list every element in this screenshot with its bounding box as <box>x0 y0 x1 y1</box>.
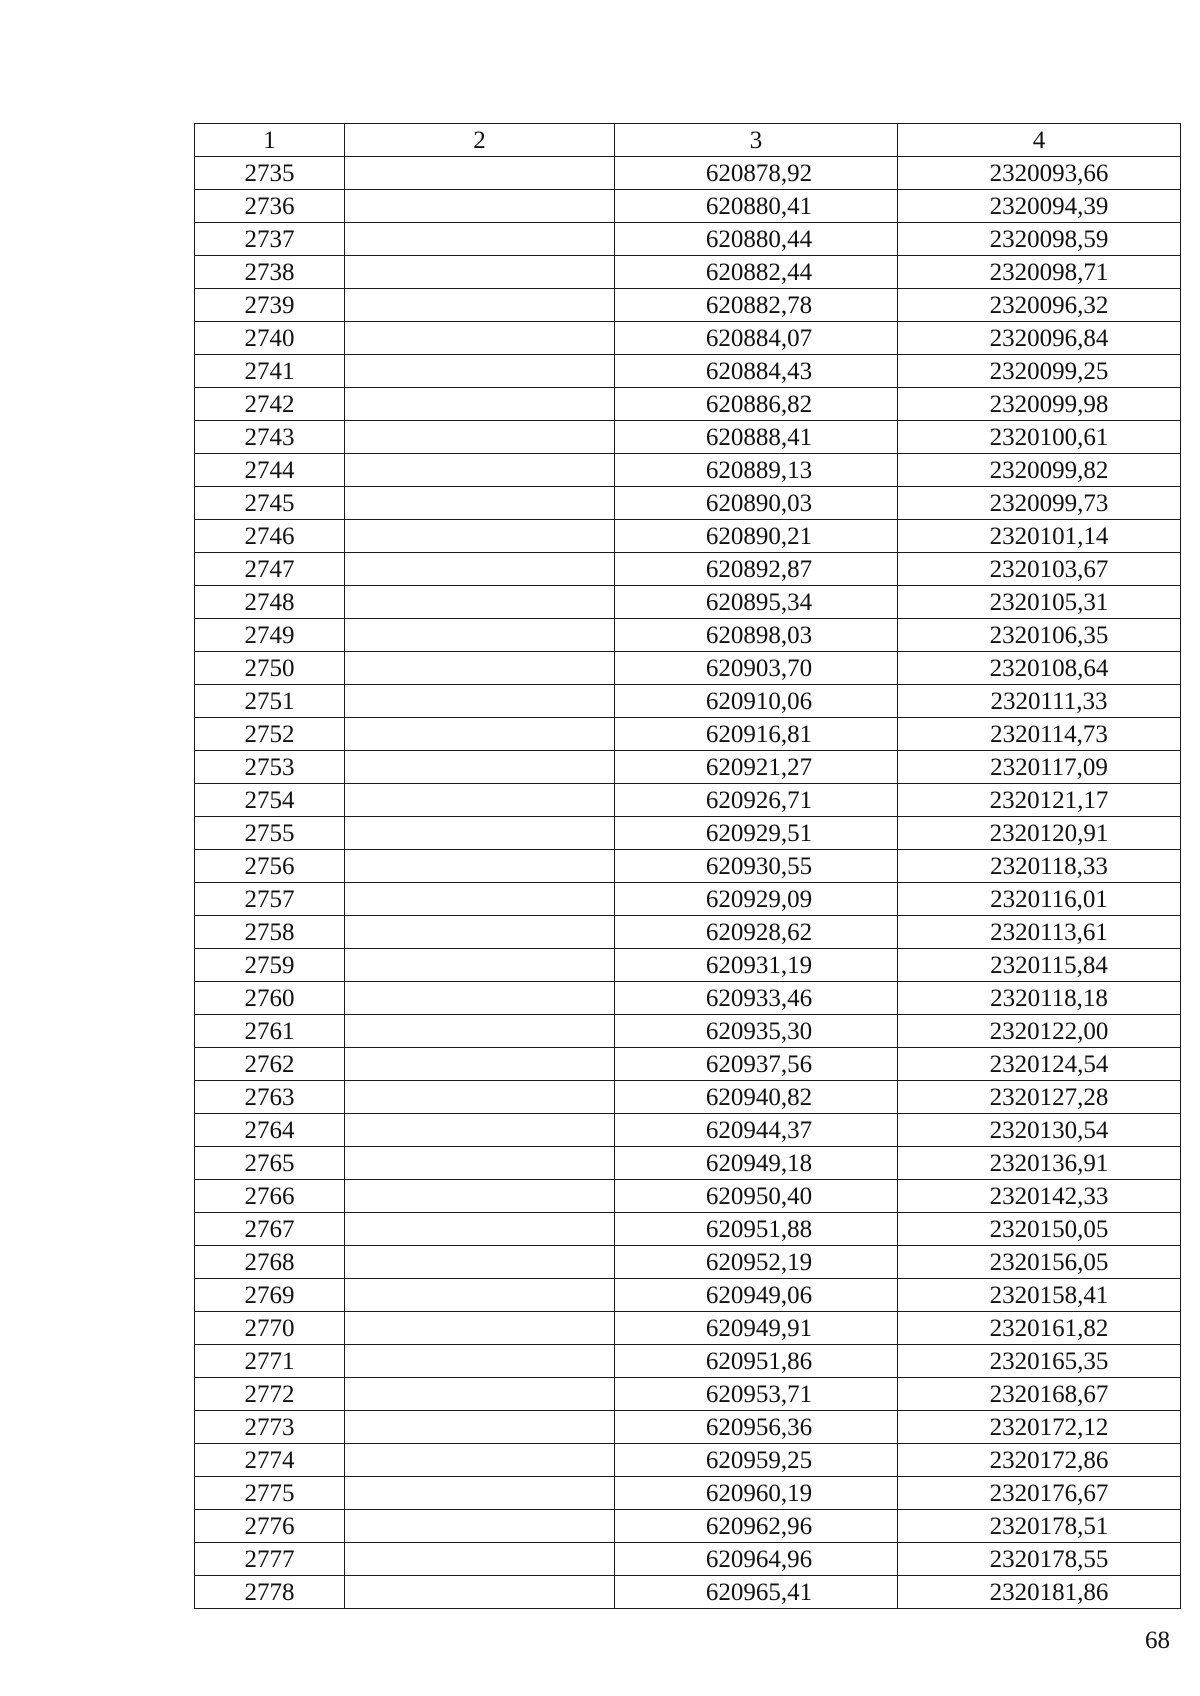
y-coordinate-cell: 2320111,33 <box>898 685 1181 718</box>
column-2-cell <box>345 1213 615 1246</box>
x-coordinate-cell: 620951,86 <box>615 1345 898 1378</box>
y-coordinate-cell: 2320118,33 <box>898 850 1181 883</box>
x-coordinate-cell: 620962,96 <box>615 1510 898 1543</box>
point-number-cell: 2774 <box>195 1444 345 1477</box>
point-number-cell: 2772 <box>195 1378 345 1411</box>
table-row <box>195 1576 1181 1609</box>
column-2-cell <box>345 454 615 487</box>
table-row <box>195 1213 1181 1246</box>
x-coordinate-cell: 620882,78 <box>615 289 898 322</box>
table-row <box>195 1378 1181 1411</box>
column-header-1: 1 <box>195 124 345 157</box>
point-number-cell: 2737 <box>195 223 345 256</box>
table-row <box>195 982 1181 1015</box>
x-coordinate-cell: 620882,44 <box>615 256 898 289</box>
column-2-cell <box>345 1114 615 1147</box>
y-coordinate-cell: 2320100,61 <box>898 421 1181 454</box>
point-number-cell: 2766 <box>195 1180 345 1213</box>
y-coordinate-cell: 2320150,05 <box>898 1213 1181 1246</box>
point-number-cell: 2740 <box>195 322 345 355</box>
column-2-cell <box>345 1312 615 1345</box>
y-coordinate-cell: 2320124,54 <box>898 1048 1181 1081</box>
y-coordinate-cell: 2320142,33 <box>898 1180 1181 1213</box>
point-number-cell: 2742 <box>195 388 345 421</box>
y-coordinate-cell: 2320099,25 <box>898 355 1181 388</box>
point-number-cell: 2769 <box>195 1279 345 1312</box>
column-2-cell <box>345 1279 615 1312</box>
table-row <box>195 619 1181 652</box>
column-2-cell <box>345 916 615 949</box>
column-2-cell <box>345 817 615 850</box>
table-row <box>195 1477 1181 1510</box>
point-number-cell: 2777 <box>195 1543 345 1576</box>
column-2-cell <box>345 1477 615 1510</box>
table-row <box>195 1510 1181 1543</box>
column-2-cell <box>345 1147 615 1180</box>
y-coordinate-cell: 2320156,05 <box>898 1246 1181 1279</box>
point-number-cell: 2735 <box>195 157 345 190</box>
table-row <box>195 1543 1181 1576</box>
column-2-cell <box>345 1444 615 1477</box>
point-number-cell: 2753 <box>195 751 345 784</box>
table-row <box>195 487 1181 520</box>
y-coordinate-cell: 2320115,84 <box>898 949 1181 982</box>
point-number-cell: 2760 <box>195 982 345 1015</box>
column-2-cell <box>345 619 615 652</box>
column-2-cell <box>345 190 615 223</box>
y-coordinate-cell: 2320099,98 <box>898 388 1181 421</box>
x-coordinate-cell: 620888,41 <box>615 421 898 454</box>
x-coordinate-cell: 620929,51 <box>615 817 898 850</box>
y-coordinate-cell: 2320103,67 <box>898 553 1181 586</box>
y-coordinate-cell: 2320099,82 <box>898 454 1181 487</box>
x-coordinate-cell: 620884,43 <box>615 355 898 388</box>
column-2-cell <box>345 883 615 916</box>
point-number-cell: 2759 <box>195 949 345 982</box>
y-coordinate-cell: 2320098,59 <box>898 223 1181 256</box>
table-row <box>195 520 1181 553</box>
x-coordinate-cell: 620949,18 <box>615 1147 898 1180</box>
y-coordinate-cell: 2320096,32 <box>898 289 1181 322</box>
point-number-cell: 2775 <box>195 1477 345 1510</box>
x-coordinate-cell: 620926,71 <box>615 784 898 817</box>
x-coordinate-cell: 620935,30 <box>615 1015 898 1048</box>
y-coordinate-cell: 2320117,09 <box>898 751 1181 784</box>
column-2-cell <box>345 520 615 553</box>
x-coordinate-cell: 620965,41 <box>615 1576 898 1609</box>
column-2-cell <box>345 586 615 619</box>
column-2-cell <box>345 355 615 388</box>
y-coordinate-cell: 2320096,84 <box>898 322 1181 355</box>
x-coordinate-cell: 620890,03 <box>615 487 898 520</box>
coordinates-table <box>194 123 1181 1609</box>
column-2-cell <box>345 553 615 586</box>
x-coordinate-cell: 620886,82 <box>615 388 898 421</box>
y-coordinate-cell: 2320127,28 <box>898 1081 1181 1114</box>
point-number-cell: 2761 <box>195 1015 345 1048</box>
table-row <box>195 718 1181 751</box>
table-row <box>195 1279 1181 1312</box>
table-row <box>195 355 1181 388</box>
column-2-cell <box>345 1246 615 1279</box>
column-2-cell <box>345 388 615 421</box>
column-2-cell <box>345 157 615 190</box>
x-coordinate-cell: 620892,87 <box>615 553 898 586</box>
point-number-cell: 2745 <box>195 487 345 520</box>
column-2-cell <box>345 1180 615 1213</box>
y-coordinate-cell: 2320178,51 <box>898 1510 1181 1543</box>
table-row <box>195 1444 1181 1477</box>
y-coordinate-cell: 2320158,41 <box>898 1279 1181 1312</box>
column-2-cell <box>345 1543 615 1576</box>
y-coordinate-cell: 2320172,86 <box>898 1444 1181 1477</box>
point-number-cell: 2767 <box>195 1213 345 1246</box>
table-row <box>195 1081 1181 1114</box>
point-number-cell: 2736 <box>195 190 345 223</box>
column-2-cell <box>345 1411 615 1444</box>
y-coordinate-cell: 2320116,01 <box>898 883 1181 916</box>
y-coordinate-cell: 2320099,73 <box>898 487 1181 520</box>
point-number-cell: 2755 <box>195 817 345 850</box>
y-coordinate-cell: 2320101,14 <box>898 520 1181 553</box>
x-coordinate-cell: 620921,27 <box>615 751 898 784</box>
table-row <box>195 190 1181 223</box>
column-2-cell <box>345 751 615 784</box>
table-row <box>195 850 1181 883</box>
table-row <box>195 586 1181 619</box>
column-2-cell <box>345 949 615 982</box>
x-coordinate-cell: 620916,81 <box>615 718 898 751</box>
table-body <box>195 157 1181 1609</box>
x-coordinate-cell: 620949,91 <box>615 1312 898 1345</box>
table-row <box>195 883 1181 916</box>
y-coordinate-cell: 2320165,35 <box>898 1345 1181 1378</box>
y-coordinate-cell: 2320178,55 <box>898 1543 1181 1576</box>
point-number-cell: 2746 <box>195 520 345 553</box>
point-number-cell: 2771 <box>195 1345 345 1378</box>
table-header <box>195 124 1181 157</box>
point-number-cell: 2765 <box>195 1147 345 1180</box>
column-2-cell <box>345 652 615 685</box>
table-row <box>195 1345 1181 1378</box>
table-row <box>195 256 1181 289</box>
column-2-cell <box>345 223 615 256</box>
table-row <box>195 1180 1181 1213</box>
point-number-cell: 2748 <box>195 586 345 619</box>
column-header-2: 2 <box>345 124 615 157</box>
point-number-cell: 2757 <box>195 883 345 916</box>
column-2-cell <box>345 421 615 454</box>
y-coordinate-cell: 2320172,12 <box>898 1411 1181 1444</box>
point-number-cell: 2741 <box>195 355 345 388</box>
y-coordinate-cell: 2320093,66 <box>898 157 1181 190</box>
y-coordinate-cell: 2320176,67 <box>898 1477 1181 1510</box>
x-coordinate-cell: 620898,03 <box>615 619 898 652</box>
table-row <box>195 817 1181 850</box>
table-row <box>195 1048 1181 1081</box>
column-2-cell <box>345 1378 615 1411</box>
point-number-cell: 2763 <box>195 1081 345 1114</box>
y-coordinate-cell: 2320106,35 <box>898 619 1181 652</box>
point-number-cell: 2768 <box>195 1246 345 1279</box>
x-coordinate-cell: 620940,82 <box>615 1081 898 1114</box>
table-row <box>195 1015 1181 1048</box>
table-row <box>195 223 1181 256</box>
column-2-cell <box>345 1048 615 1081</box>
point-number-cell: 2749 <box>195 619 345 652</box>
column-2-cell <box>345 1345 615 1378</box>
table-row <box>195 1147 1181 1180</box>
x-coordinate-cell: 620884,07 <box>615 322 898 355</box>
y-coordinate-cell: 2320114,73 <box>898 718 1181 751</box>
column-2-cell <box>345 784 615 817</box>
column-2-cell <box>345 289 615 322</box>
column-2-cell <box>345 982 615 1015</box>
x-coordinate-cell: 620903,70 <box>615 652 898 685</box>
table-row <box>195 751 1181 784</box>
x-coordinate-cell: 620890,21 <box>615 520 898 553</box>
table-row <box>195 454 1181 487</box>
x-coordinate-cell: 620929,09 <box>615 883 898 916</box>
column-2-cell <box>345 685 615 718</box>
table-row <box>195 289 1181 322</box>
point-number-cell: 2752 <box>195 718 345 751</box>
page-number: 68 <box>1145 1627 1170 1654</box>
point-number-cell: 2750 <box>195 652 345 685</box>
point-number-cell: 2758 <box>195 916 345 949</box>
y-coordinate-cell: 2320105,31 <box>898 586 1181 619</box>
x-coordinate-cell: 620944,37 <box>615 1114 898 1147</box>
column-2-cell <box>345 487 615 520</box>
y-coordinate-cell: 2320130,54 <box>898 1114 1181 1147</box>
x-coordinate-cell: 620880,41 <box>615 190 898 223</box>
point-number-cell: 2762 <box>195 1048 345 1081</box>
table-row <box>195 553 1181 586</box>
y-coordinate-cell: 2320181,86 <box>898 1576 1181 1609</box>
x-coordinate-cell: 620956,36 <box>615 1411 898 1444</box>
table-row <box>195 1411 1181 1444</box>
x-coordinate-cell: 620928,62 <box>615 916 898 949</box>
column-2-cell <box>345 1576 615 1609</box>
point-number-cell: 2744 <box>195 454 345 487</box>
table-row <box>195 322 1181 355</box>
y-coordinate-cell: 2320108,64 <box>898 652 1181 685</box>
x-coordinate-cell: 620960,19 <box>615 1477 898 1510</box>
point-number-cell: 2754 <box>195 784 345 817</box>
x-coordinate-cell: 620951,88 <box>615 1213 898 1246</box>
point-number-cell: 2764 <box>195 1114 345 1147</box>
x-coordinate-cell: 620953,71 <box>615 1378 898 1411</box>
table-row <box>195 1246 1181 1279</box>
x-coordinate-cell: 620895,34 <box>615 586 898 619</box>
y-coordinate-cell: 2320136,91 <box>898 1147 1181 1180</box>
y-coordinate-cell: 2320168,67 <box>898 1378 1181 1411</box>
x-coordinate-cell: 620952,19 <box>615 1246 898 1279</box>
y-coordinate-cell: 2320122,00 <box>898 1015 1181 1048</box>
table-row <box>195 157 1181 190</box>
x-coordinate-cell: 620950,40 <box>615 1180 898 1213</box>
x-coordinate-cell: 620959,25 <box>615 1444 898 1477</box>
table-row <box>195 1114 1181 1147</box>
point-number-cell: 2751 <box>195 685 345 718</box>
table-row <box>195 685 1181 718</box>
point-number-cell: 2739 <box>195 289 345 322</box>
column-2-cell <box>345 256 615 289</box>
x-coordinate-cell: 620880,44 <box>615 223 898 256</box>
x-coordinate-cell: 620889,13 <box>615 454 898 487</box>
point-number-cell: 2776 <box>195 1510 345 1543</box>
y-coordinate-cell: 2320121,17 <box>898 784 1181 817</box>
y-coordinate-cell: 2320161,82 <box>898 1312 1181 1345</box>
table-row <box>195 652 1181 685</box>
column-2-cell <box>345 1015 615 1048</box>
column-2-cell <box>345 718 615 751</box>
point-number-cell: 2756 <box>195 850 345 883</box>
x-coordinate-cell: 620878,92 <box>615 157 898 190</box>
x-coordinate-cell: 620931,19 <box>615 949 898 982</box>
x-coordinate-cell: 620937,56 <box>615 1048 898 1081</box>
table-row <box>195 916 1181 949</box>
point-number-cell: 2778 <box>195 1576 345 1609</box>
table-row <box>195 1312 1181 1345</box>
column-2-cell <box>345 1510 615 1543</box>
y-coordinate-cell: 2320098,71 <box>898 256 1181 289</box>
x-coordinate-cell: 620949,06 <box>615 1279 898 1312</box>
column-header-4: 4 <box>898 124 1181 157</box>
column-2-cell <box>345 322 615 355</box>
point-number-cell: 2773 <box>195 1411 345 1444</box>
column-2-cell <box>345 850 615 883</box>
table-row <box>195 949 1181 982</box>
x-coordinate-cell: 620910,06 <box>615 685 898 718</box>
x-coordinate-cell: 620933,46 <box>615 982 898 1015</box>
y-coordinate-cell: 2320094,39 <box>898 190 1181 223</box>
column-header-3: 3 <box>615 124 898 157</box>
table-row <box>195 421 1181 454</box>
point-number-cell: 2770 <box>195 1312 345 1345</box>
x-coordinate-cell: 620930,55 <box>615 850 898 883</box>
column-2-cell <box>345 1081 615 1114</box>
point-number-cell: 2743 <box>195 421 345 454</box>
header-row <box>195 124 1181 157</box>
y-coordinate-cell: 2320120,91 <box>898 817 1181 850</box>
table-row <box>195 388 1181 421</box>
table-row <box>195 784 1181 817</box>
point-number-cell: 2747 <box>195 553 345 586</box>
x-coordinate-cell: 620964,96 <box>615 1543 898 1576</box>
y-coordinate-cell: 2320113,61 <box>898 916 1181 949</box>
y-coordinate-cell: 2320118,18 <box>898 982 1181 1015</box>
point-number-cell: 2738 <box>195 256 345 289</box>
